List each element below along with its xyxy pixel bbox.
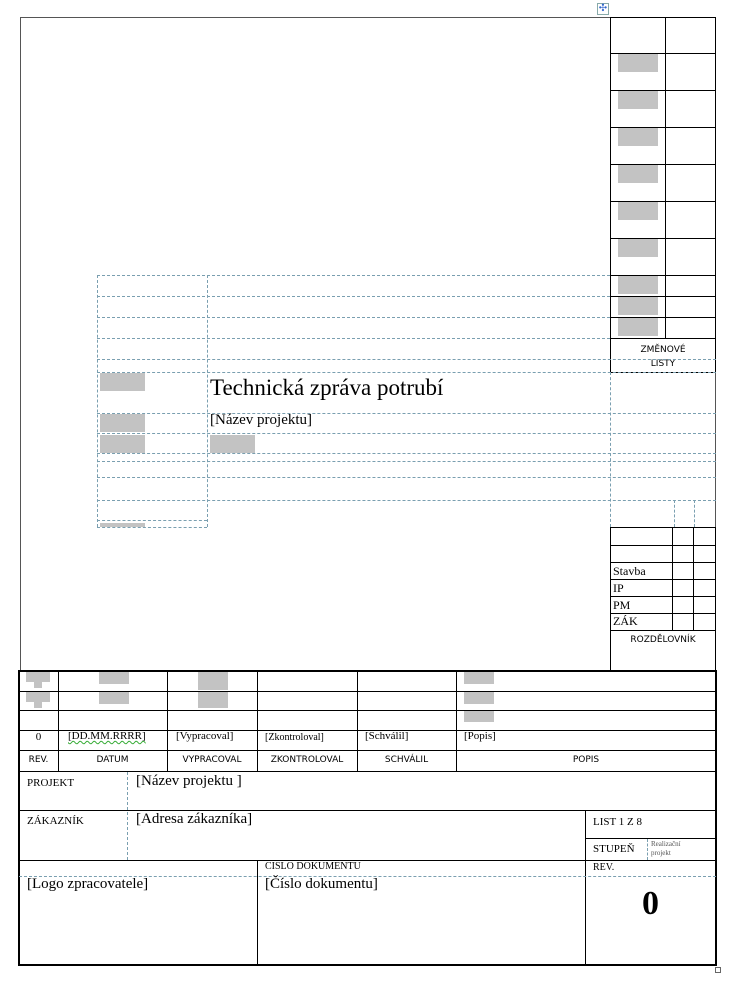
logo-placeholder[interactable]: [Logo zpracovatele] (27, 876, 149, 892)
project-label: PROJEKT (27, 777, 75, 789)
rev-prepared-by[interactable]: [Vypracoval] (176, 730, 234, 742)
document-title[interactable]: Technická zpráva potrubí (210, 375, 444, 400)
change-sheets-label: ZMĚNOVÉ (640, 345, 686, 355)
project-name[interactable]: [Název projektu] (210, 412, 313, 428)
table-resize-handle[interactable] (715, 967, 721, 973)
distribution-row: PM (613, 598, 631, 612)
header-approved: SCHVÁLIL (384, 755, 429, 765)
distribution-row: IP (613, 581, 624, 595)
project-value[interactable]: [Název projektu ] (136, 773, 242, 789)
header-description: POPIS (572, 755, 600, 765)
table-move-handle[interactable]: ✣ (598, 3, 608, 14)
rev-description[interactable]: [Popis] (464, 730, 496, 742)
rev-number[interactable]: 0 (35, 731, 42, 743)
stage-label: STUPEŇ (593, 843, 635, 855)
rev-date[interactable]: [DD.MM.RRRR] (68, 730, 146, 742)
customer-label: ZÁKAZNÍK (27, 815, 84, 827)
stage-value-2[interactable]: projekt (651, 849, 671, 857)
header-date: DATUM (96, 755, 129, 765)
header-prepared: VYPRACOVAL (182, 755, 242, 765)
customer-value[interactable]: [Adresa zákazníka] (136, 811, 253, 827)
rev-label: REV. (593, 862, 615, 873)
distribution-label: ROZDĚLOVNÍK (630, 635, 696, 645)
change-sheets-label-2: LISTY (650, 359, 676, 369)
header-checked: ZKONTROLOVAL (270, 755, 344, 765)
rev-checked-by[interactable]: [Zkontroloval] (265, 732, 324, 743)
rev-approved-by[interactable]: [Schválil] (365, 730, 409, 742)
rev-value: 0 (642, 885, 659, 922)
doc-number-value[interactable]: [Číslo dokumentu] (265, 876, 378, 892)
stage-value[interactable]: Realizační (651, 840, 681, 848)
header-rev: REV. (28, 755, 49, 765)
sheet-count: LIST 1 Z 8 (593, 816, 642, 828)
doc-number-label: CISLO DOKUMENTU (265, 861, 361, 872)
distribution-row: ZÁK (613, 614, 638, 628)
distribution-row: Stavba (613, 564, 646, 578)
